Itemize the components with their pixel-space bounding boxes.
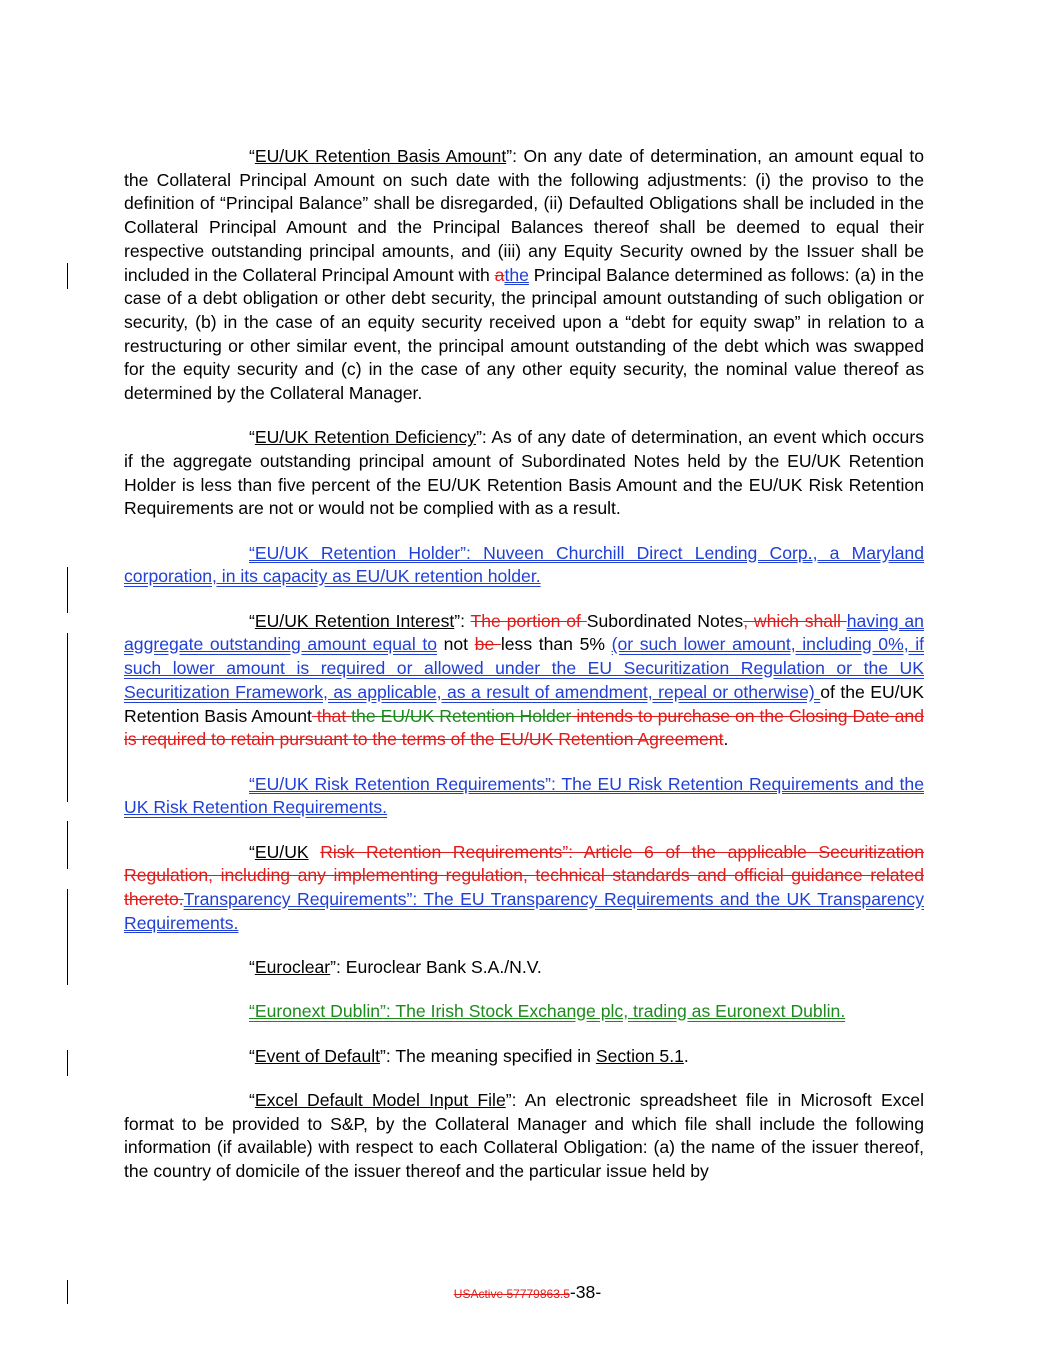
text-run: ”: The meaning specified in xyxy=(380,1045,596,1066)
document-id: USActive 57779863.5 xyxy=(453,1287,570,1301)
moved-from-text: the EU/UK Retention Holder xyxy=(351,705,572,726)
text-run: ”: Euroclear Bank S.A./N.V. xyxy=(330,956,542,977)
underlined-term: EU/UK Retention Deficiency xyxy=(254,427,477,448)
definition-paragraph xyxy=(124,145,924,406)
underlined-term: Section 5.1 xyxy=(595,1045,684,1066)
definition-paragraph xyxy=(124,1089,924,1184)
deleted-text: intends to purchase on the Closing Date and is required to retain pursuant to the terms of the EU/UK Retention Agreement xyxy=(124,705,924,750)
definition-paragraph xyxy=(124,1045,924,1069)
change-bar xyxy=(67,889,68,985)
text-run: “ xyxy=(249,610,255,631)
text-run xyxy=(309,842,321,862)
change-bar xyxy=(67,263,68,289)
definition-paragraph xyxy=(124,773,924,820)
moved-text: “Euronext Dublin”: The Irish Stock Exchange plc, trading as Euronext Dublin. xyxy=(249,1001,846,1022)
definition-paragraph xyxy=(124,610,924,752)
deleted-text: be xyxy=(474,634,501,655)
text-run: . xyxy=(723,729,729,750)
inserted-text: having an aggregate outstanding amount equal to xyxy=(124,610,924,655)
underlined-term: Excel Default Model Input File xyxy=(254,1089,506,1110)
underlined-term: EU/UK Retention Basis Amount xyxy=(254,146,507,166)
definition-paragraph xyxy=(124,1000,924,1024)
page-number: -38- xyxy=(569,1282,602,1302)
text-run: not xyxy=(437,634,475,655)
underlined-term: Euroclear xyxy=(254,956,331,977)
text-run: ”: An electronic spreadsheet file in Microsoft Excel format to be provided to S&P, by the Collateral Manager and which file shall include the following information (if available) with respect to each Collateral Obligation: (a) the name of the issuer thereof, the country of domicile of the issuer thereof and the particular issue held by xyxy=(124,1089,925,1181)
text-run: ”: On any date of determination, an amount equal to the Collateral Principal Amount on such date with the following adjustments: (i) the proviso to the definition of “Principal Balance” shall be disregarded, (ii) Defaulted Obligations shall be included in the Collateral Principal Amount and the Principal Balances thereof shall be deemed to equal their respective outstanding principal amounts, and (iii) any Equity Security owned by the Issuer shall be included in the Collateral Principal Amount with xyxy=(124,146,924,285)
text-run: “ xyxy=(249,1045,255,1066)
page-footer xyxy=(0,1280,1055,1306)
text-run: “ xyxy=(249,427,255,448)
inserted-text: the xyxy=(504,264,529,285)
underlined-term: EU/UK Retention Interest xyxy=(254,610,455,631)
definition-paragraph xyxy=(124,426,924,521)
text-run: “ xyxy=(249,146,255,166)
text-run: “ xyxy=(249,841,255,862)
text-run: ”: As of any date of determination, an event which occurs if the aggregate outstanding principal amount of Subordinated Notes held by the EU/UK Retention Holder is less than five percent of the EU/UK Retention Basis Amount and the EU/UK Risk Retention Requirements are not or would not be complied with as a result. xyxy=(124,427,924,519)
inserted-text: (or such lower amount, including 0%, if such lower amount is required or allowed under the EU Securitization Regulation or the UK Securitization Framework, as applicable, as a result of amendment, repeal or otherwise) xyxy=(124,634,925,702)
underlined-term: Event of Default xyxy=(254,1045,381,1066)
change-bar xyxy=(67,633,68,802)
deleted-text: Risk Retention Requirements”: Article 6 of the applicable Securitization Regulation, including any implementing regulation, technical standards and official guidance related thereto. xyxy=(124,841,924,909)
text-run: less than 5% xyxy=(500,634,612,655)
inserted-text: Transparency Requirements”: The EU Transparency Requirements and the UK Transparency Requirements. xyxy=(124,888,924,933)
underlined-term: EU/UK xyxy=(254,841,309,862)
text-run: “ xyxy=(249,1089,255,1110)
definition-paragraph xyxy=(124,542,924,589)
document-page xyxy=(124,145,924,1204)
change-bar xyxy=(67,1050,68,1076)
definition-paragraph xyxy=(124,956,924,980)
deleted-text: The portion of xyxy=(470,610,587,631)
deleted-text: that xyxy=(311,705,352,726)
text-run: Subordinated Notes xyxy=(586,610,744,631)
inserted-text: “EU/UK Risk Retention Requirements”: The EU Risk Retention Requirements and the UK Risk Retention Requirements. xyxy=(124,773,924,818)
text-run: of the EU/UK Retention Basis Amount xyxy=(124,681,924,726)
change-bar xyxy=(67,821,68,869)
change-bar xyxy=(67,567,68,613)
inserted-text: “EU/UK Retention Holder”: Nuveen Churchill Direct Lending Corp., a Maryland corporation, in its capacity as EU/UK retention holder. xyxy=(124,542,924,587)
text-run: Principal Balance determined as follows: (a) in the case of a debt obligation or other debt security, the principal amount outstanding of such obligation or security, (b) in the case of an equity security received upon a “debt for equity swap” in relation to a restructuring or other similar event, the principal amount outstanding of the debt which was swapped for the equity security and (c) in the case of any other equity security, the nominal value thereof as determined by the Collateral Manager. xyxy=(124,264,924,404)
text-run: “ xyxy=(249,956,255,977)
text-run: ”: xyxy=(454,610,471,631)
deleted-text: , which shall xyxy=(743,610,847,631)
deleted-text: a xyxy=(494,264,505,285)
definition-paragraph xyxy=(124,841,924,936)
text-run: . xyxy=(683,1045,689,1066)
